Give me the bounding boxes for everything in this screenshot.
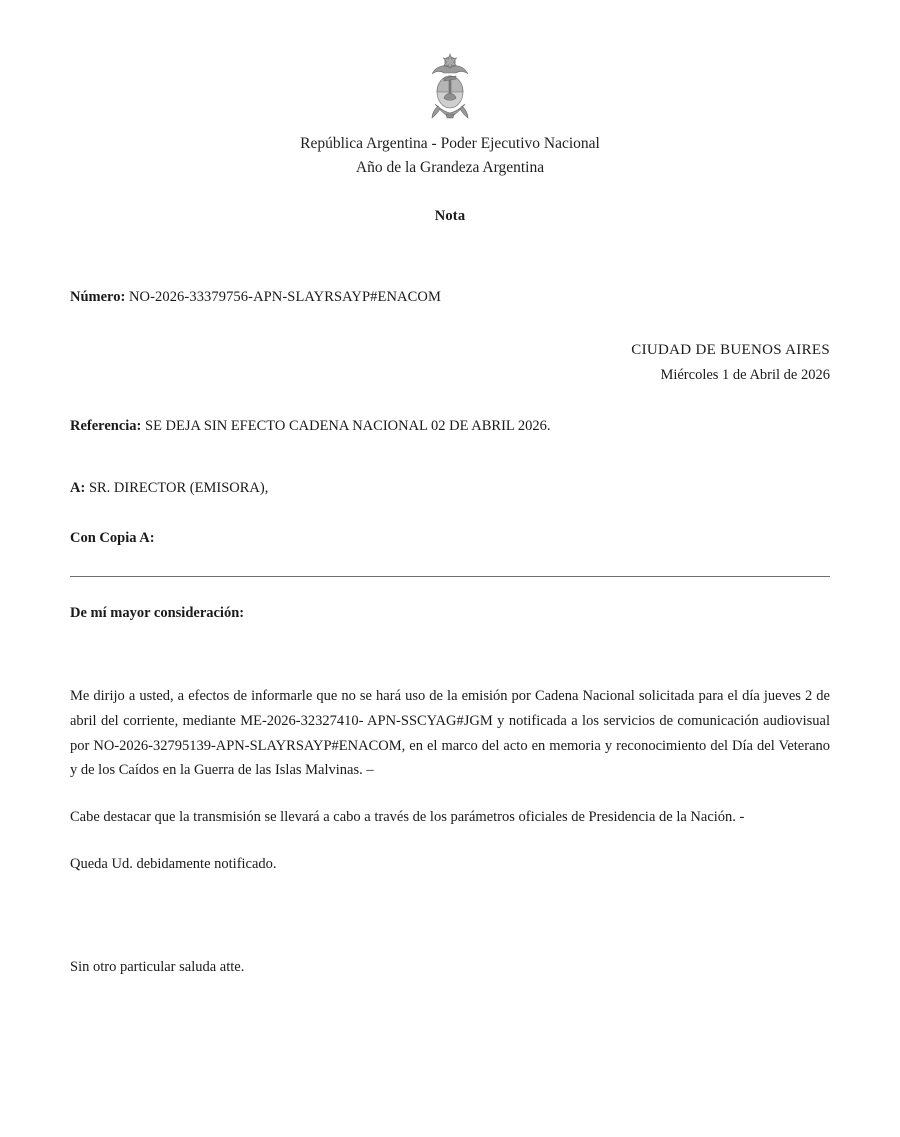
header-block — [0, 132, 900, 180]
republic-line: República Argentina - Poder Ejecutivo Nacional — [300, 135, 600, 152]
place-date-block — [70, 337, 830, 389]
referencia-label: Referencia: — [70, 418, 142, 435]
document-type-title: Nota — [434, 208, 466, 225]
numero-row — [70, 287, 830, 309]
date-value: Miércoles 1 de Abril de 2026 — [660, 367, 830, 384]
paragraph-1: Me dirijo a usted, a efectos de informarle que no se hará uso de la emisión por Cadena Nacional solicitada para el día jueves 2 de abril del corriente, mediante ME-2026-32327410- APN-SSCYAG#JGM y notificada a los servicios de comunicación audiovisual por NO-2026-32795139-APN-SLAYRSAYP#ENACOM, en el marco del acto en memoria y reconocimiento del Día del Veterano y de los Caídos en la Guerra de las Islas Malvinas. – — [70, 687, 830, 779]
referencia-value: SE DEJA SIN EFECTO CADENA NACIONAL 02 DE ABRIL 2026. — [145, 418, 551, 435]
argentina-coat-of-arms-icon — [422, 52, 478, 122]
salutation: De mí mayor consideración: — [70, 604, 245, 621]
numero-label: Número: — [70, 289, 126, 306]
crest-container — [0, 0, 900, 122]
city-value: CIUDAD DE BUENOS AIRES — [631, 341, 830, 358]
addressee-value: SR. DIRECTOR (EMISORA), — [88, 480, 269, 497]
copy-label: Con Copia A: — [70, 529, 155, 546]
closing-line: Sin otro particular saluda atte. — [70, 959, 245, 976]
paragraph-3: Queda Ud. debidamente notificado. — [70, 856, 277, 873]
document-body — [70, 287, 830, 980]
paragraph-2: Cabe destacar que la transmisión se llevará a cabo a través de los parámetros oficiales de Presidencia de la Nación. - — [70, 809, 745, 826]
addressee-label: A: — [70, 480, 86, 497]
year-line: Año de la Grandeza Argentina — [355, 159, 545, 177]
section-divider — [70, 576, 830, 577]
copy-row — [70, 528, 830, 550]
numero-value: NO-2026-33379756-APN-SLAYRSAYP#ENACOM — [128, 289, 441, 306]
referencia-row — [70, 416, 830, 438]
addressee-row — [70, 478, 830, 500]
